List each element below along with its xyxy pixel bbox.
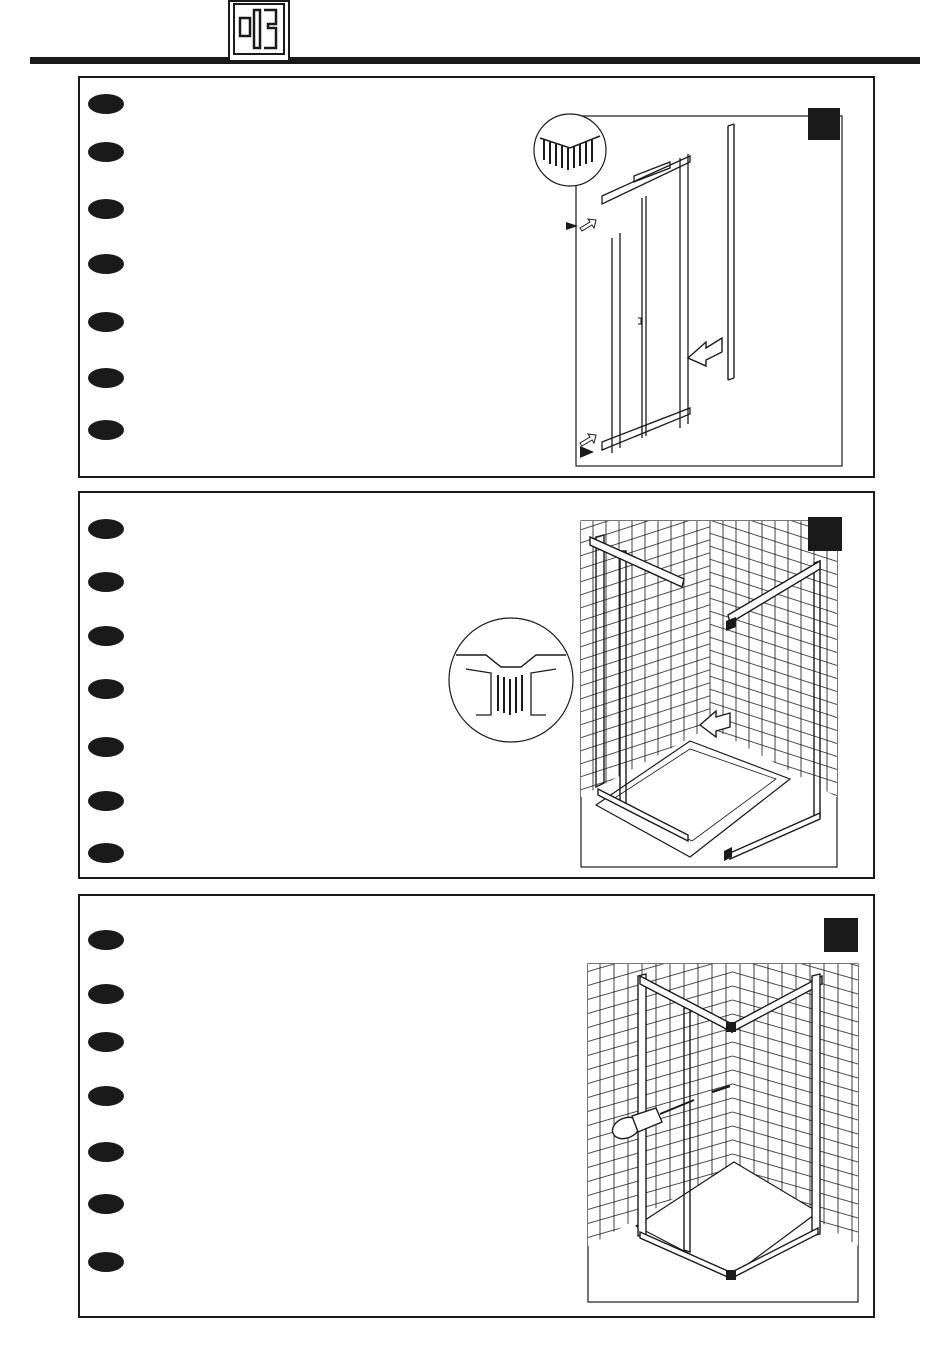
bullet-marker bbox=[88, 930, 124, 950]
bullet-marker bbox=[88, 791, 124, 811]
bullet-marker bbox=[88, 984, 124, 1004]
enclosure-placement-illustration bbox=[580, 517, 844, 869]
bullet-marker bbox=[88, 626, 124, 646]
bullet-marker bbox=[88, 737, 124, 757]
step-number-box bbox=[808, 517, 842, 551]
bullet-marker bbox=[88, 572, 124, 592]
bullet-marker bbox=[88, 254, 124, 274]
bullet-marker bbox=[88, 199, 124, 219]
profile-joint-detail-icon bbox=[446, 615, 576, 745]
bullet-marker bbox=[88, 1032, 124, 1052]
instruction-panel-2 bbox=[78, 491, 875, 879]
instruction-panel-1 bbox=[78, 76, 875, 478]
instruction-panel-3 bbox=[78, 894, 875, 1318]
corner-connector-bottom bbox=[580, 446, 594, 458]
bullet-marker bbox=[88, 1252, 124, 1272]
bullet-marker bbox=[88, 679, 124, 699]
slide-direction-arrow bbox=[688, 338, 722, 366]
bullet-marker bbox=[88, 142, 124, 162]
screw-fixing-illustration bbox=[586, 916, 862, 1308]
bullet-marker bbox=[88, 94, 124, 114]
bullet-marker bbox=[88, 1194, 124, 1214]
bullet-marker bbox=[88, 420, 124, 440]
door-frame-assembly-illustration bbox=[530, 108, 850, 468]
brand-logo-icon bbox=[228, 0, 290, 62]
step-number-box bbox=[808, 108, 840, 140]
header-rule bbox=[30, 57, 920, 64]
bullet-marker bbox=[88, 368, 124, 388]
bullet-marker bbox=[88, 843, 124, 863]
bullet-marker bbox=[88, 1142, 124, 1162]
bullet-marker bbox=[88, 312, 124, 332]
bullet-marker bbox=[88, 519, 124, 539]
bullet-marker bbox=[88, 1086, 124, 1106]
step-number-box bbox=[824, 918, 858, 952]
